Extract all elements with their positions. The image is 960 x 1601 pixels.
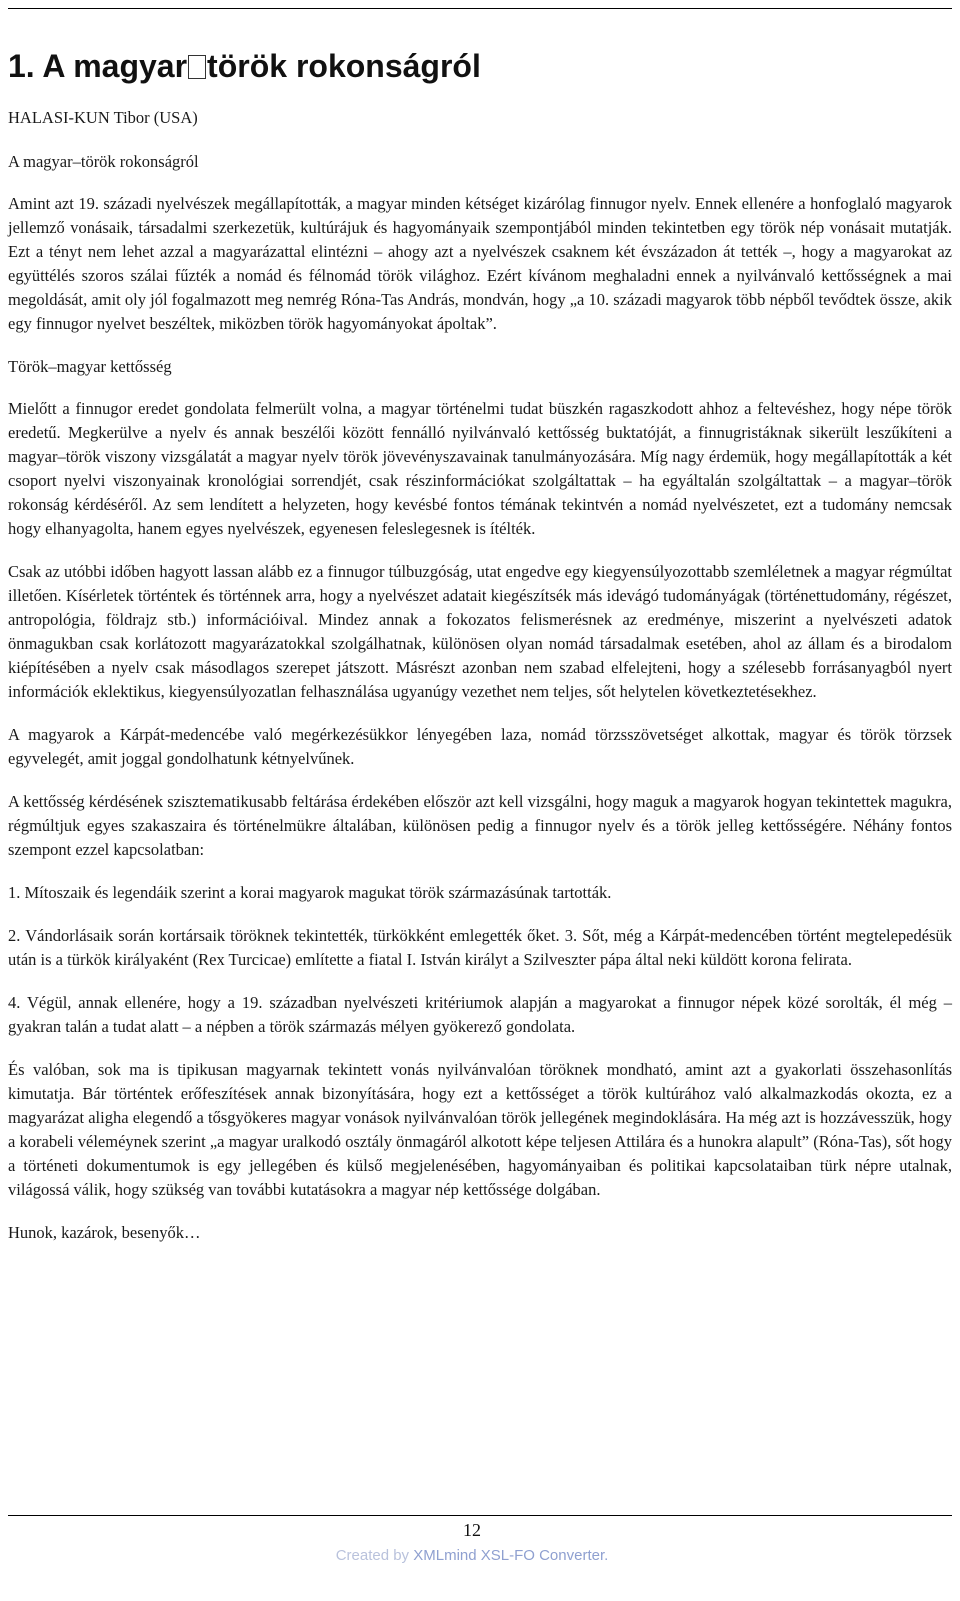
paragraph: A kettősség kérdésének szisztematikusabb feltárása érdekében először azt kell vizsgálni, hogy maguk a magyarok hogyan tekintettek magukra, régmúltjuk egyes szakaszaira és történelmükre általában, különösen pedig a finnugor nyelv és a török jelleg kettősségére. Néhány fontos szempont ezzel kapcsolatban:: [8, 792, 952, 859]
converter-link[interactable]: XMLmind XSL-FO Converter.: [413, 1547, 609, 1564]
missing-glyph-icon: [188, 55, 206, 79]
page-number: 12: [463, 1520, 481, 1540]
title-part-1: 1. A magyar: [8, 48, 188, 84]
paragraph-intro: Amint azt 19. századi nyelvészek megállapították, a magyar minden kétséget kizárólag finnugor nyelv. Ennek ellenére a honfoglaló magyarok jellemző vonásaik, társadalmi szerkezetük, kultúrájuk és hagyományaik szempontjából minden tekintetben egy török nép vonásait mutatják. Ezt a tényt nem lehet azzal a magyarázattal elintézni – ahogy azt a nyelvészek csaknem két évszázadon át tették –, hogy a magyarokat az együttélés szoros szálai fűzték a nomád és félnomád török világhoz. Ezért kívánom meghaladni ennek a nyilvánvaló kettősségnek a mai megoldását, amit oly jól fogalmazott meg nemrég Róna-Tas András, mondván, hogy „a 10. századi magyarok több népből tevődtek össze, akik egy finnugor nyelvet beszéltek, miközben török hagyományokat ápoltak”.: [8, 194, 952, 333]
paragraph: Csak az utóbbi időben hagyott lassan alább ez a finnugor túlbuzgóság, utat engedve egy kiegyensúlyozottabb szemléletnek a magyar régmúltat illetően. Kísérletek történtek és történnek arra, hogy a nyelvészet adatait kiegészítsék más idevágó tudományágak (történettudomány, régészet, antropológia, földrajz stb.) információival. Mindez annak a fokozatos felismerésnek az eredménye, miszerint a nyelvészeti adatok önmagukban csak korlátozott magyarázatokkal szolgálhatnak, különösen olyan nomád társadalmak esetében, ahol az állam és a birodalom kiépítésében a nyelv csak másodlagos szerepet játszott. Másrészt azonban nem szabad elfelejteni, hogy a szélesebb forrásanyagból nyert információk eklektikus, kiegyensúlyozatlan felhasználása ugyanúgy vezethet nem teljes, sőt helytelen következtetésekhez.: [8, 562, 952, 701]
converter-credit: [0, 1547, 944, 1564]
credit-prefix: Created by: [335, 1547, 414, 1564]
article-subtitle: A magyar–török rokonságról: [8, 152, 199, 171]
section-heading-kettosseg: Török–magyar kettősség: [8, 357, 172, 376]
paragraph: És valóban, sok ma is tipikusan magyarnak tekintett vonás nyilvánvalóan töröknek mondható, amint azt a gyakorlati összehasonlítás kimutatja. Bár történtek erőfeszítések annak bizonyítására, hogy ezt a kettősséget a török kultúrához való alkalmazkodás okozta, ez a magyarázat aligha elegendő a tősgyökeres magyar vonások nyilvánvalóan török jellegének megindoklására. Ha még azt is hozzávesszük, hogy a korabeli véleméynek szerint „a magyar uralkodó osztály önmagáról alkotott képe teljesen Attilára és a hunokra alapult” (Róna-Tas), sőt hogy a történeti dokumentumok is egy jellegében és külső megjelenésében, hagyományaiban és politikai kapcsolataiban türk népre utalnak, világossá válik, hogy szükség van további kutatásokra a magyar nép kettőssége dolgában.: [8, 1060, 952, 1199]
list-item: 4. Végül, annak ellenére, hogy a 19. században nyelvészeti kritériumok alapján a magyarokat a finnugor népek közé sorolták, él még – gyakran talán a tudat alatt – a népben a török származás mélyen gyökerező gondolata.: [8, 993, 952, 1036]
title-part-2: török rokonságról: [207, 48, 481, 84]
section-heading-hunok: Hunok, kazárok, besenyők…: [8, 1223, 201, 1242]
document-content: [8, 46, 952, 1263]
footer-rule: [8, 1515, 952, 1516]
document-title: [8, 46, 952, 86]
list-item: 2. Vándorlásaik során kortársaik töröknek tekintették, türkökként emlegették őket. 3. Sőt, még a Kárpát-medencében történt megtelepedésük után is a türkök királyaként (Rex Turcicae) említette a fiatal I. István királyt a Szilveszter pápa által neki küldött korona felirata.: [8, 926, 952, 969]
top-rule: [8, 8, 952, 9]
paragraph: A magyarok a Kárpát-medencébe való megérkezésükkor lényegében laza, nomád törzsszövetséget alkottak, magyar és török törzsek egyvelegét, amit joggal gondolhatunk kétnyelvűnek.: [8, 725, 952, 768]
list-item: 1. Mítoszaik és legendáik szerint a korai magyarok magukat török származásúnak tartották.: [8, 883, 612, 902]
author-line: HALASI-KUN Tibor (USA): [8, 108, 198, 127]
paragraph: Mielőtt a finnugor eredet gondolata felmerült volna, a magyar történelmi tudat büszkén ragaszkodott ahhoz a feltevéshez, hogy népe török eredetű. Megkerülve a nyelv és annak beszélői között fennálló nyilvánvaló kettősség buktatóját, a finnugristáknak sikerült leszűkíteni a magyar–török viszony vizsgálatát a magyar nyelv török jövevényszavainak tanulmányozására. Míg nagy érdemük, hogy megállapították a két csoport nyelvi viszonyainak kronológiai sorrendjét, csak részinformációkat szolgáltattak – ha egyáltalán szolgáltattak – a magyar–török rokonság kérdéséről. Az sem lendített a helyzeten, hogy kevésbé fontos témának tekintvén a nomád nyelvészetet, ezt a tudomány nemcsak hogy elhanyagolta, hanem egyes nyelvészek, egyenesen feleslegesnek is ítélték.: [8, 399, 952, 538]
